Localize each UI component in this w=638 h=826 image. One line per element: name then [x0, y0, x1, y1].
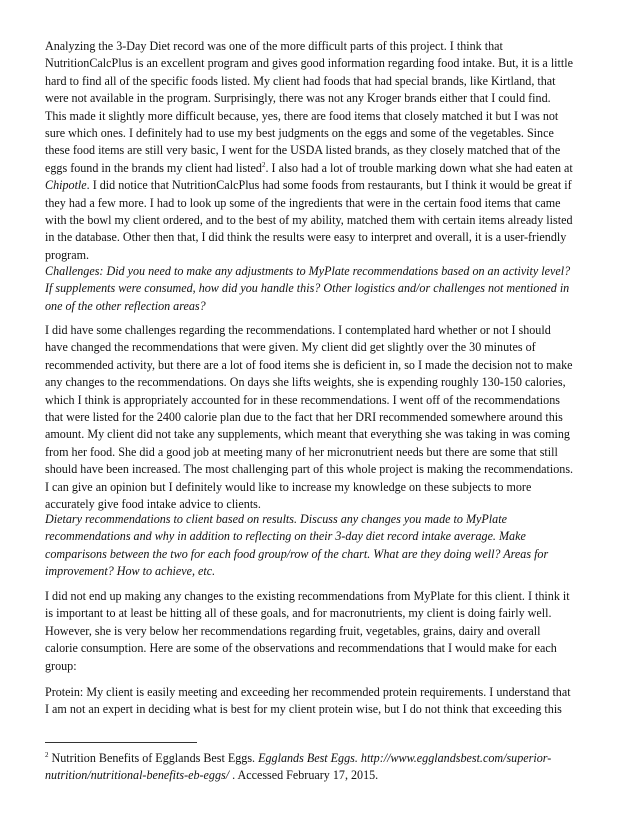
text-line: were not available in the program. Surprisingly, there was not any Kroger brands either that I could find.	[45, 91, 551, 106]
paragraph-analysis	[45, 38, 598, 264]
text-line: I am not an expert in deciding what is best for my client protein wise, but I do not think that exceeding this	[45, 702, 562, 717]
footnote-text: Nutrition Benefits of Egglands Best Eggs.	[48, 751, 259, 765]
text-line: should have been increased. The most challenging part of this whole project is making the recommendations.	[45, 462, 574, 477]
text-line: accurately give food intake advice to clients.	[45, 497, 261, 512]
text-line: This made it slightly more difficult because, yes, there are food items that closely matched it but I was not	[45, 108, 559, 123]
text-line: Protein: My client is easily meeting and exceeding her recommended protein requirements. I understand that	[45, 685, 571, 699]
text-line: program.	[45, 247, 89, 262]
text-line: group:	[45, 658, 77, 673]
footnote-source-link[interactable]: nutrition/nutritional-benefits-eb-eggs/	[45, 768, 230, 783]
footnote-number: 2	[45, 750, 49, 759]
text-line: calorie consumption. Here are some of the observations and recommendations that I would make for each	[45, 641, 557, 656]
text-line: However, she is very below her recommendations regarding fruit, vegetables, grains, dairy and overall	[45, 623, 541, 638]
text-line: Challenges: Did you need to make any adjustments to MyPlate recommendations based on an activity level?	[45, 264, 571, 278]
text-line: which I think is appropriately accounted for in these recommendations. I went off of the recommendations	[45, 392, 560, 407]
text-line: from her food. She did a good job at meeting many of her micronutrient needs but there are some that still	[45, 444, 558, 459]
text-line: Dietary recommendations to client based on results. Discuss any changes you made to MyPlate	[45, 512, 507, 526]
paragraph-recommendations-answer	[45, 588, 598, 675]
text-line: amount. My client did not take any supplements, which meant that everything she was taking in was coming	[45, 427, 570, 442]
text-line: any changes to the recommendations. On days she lifts weights, she is expending roughly 130-150 calories,	[45, 375, 566, 390]
text-line: I did not end up making any changes to the existing recommendations from MyPlate for this client. I think it	[45, 589, 570, 603]
text-line: have changed the recommendations that were given. My client did get slightly over the 30 minutes of	[45, 340, 536, 355]
footnote-source-link[interactable]: Egglands Best Eggs. http://www.egglandsbest.com/superior-	[258, 751, 552, 765]
text-line: one of the other reflection areas?	[45, 298, 206, 313]
question-challenges	[45, 263, 598, 315]
text-line: sure which ones. I definitely had to use my best judgments on the eggs and some of the vegetables. Since	[45, 126, 554, 141]
text-line: improvement? How to achieve, etc.	[45, 564, 216, 579]
text-line	[45, 177, 598, 194]
text-line: comparisons between the two for each food group/row of the chart. What are they doing well? Areas for	[45, 546, 549, 561]
text-line: recommendations and why in addition to reflecting on their 3-day diet record intake average. Make	[45, 529, 526, 544]
text-line: I did have some challenges regarding the recommendations. I contemplated hard whether or not I should	[45, 323, 551, 337]
text-line: that were listed for the 2400 calorie plan due to the fact that her DRI recommended somewhere around this	[45, 410, 563, 425]
text-line: I can give an opinion but I definitely would like to increase my knowledge on these subjects to more	[45, 479, 532, 494]
text-line: hard to find all of the specific foods listed. My client had foods that had special brands, like Kirtland, that	[45, 73, 556, 88]
text-line: NutritionCalcPlus is an excellent program and gives good information regarding food intake. But, it is a little	[45, 56, 573, 71]
text-segment: . I also had a lot of trouble marking down what she had eaten at	[265, 160, 573, 175]
paragraph-protein	[45, 684, 598, 719]
text-segment: eggs found in the brands my client had listed	[45, 160, 262, 175]
text-line: If supplements were consumed, how did you handle this? Other logistics and/or challenges not mentioned in	[45, 281, 570, 296]
paragraph-challenges-answer	[45, 322, 598, 513]
text-line	[45, 160, 598, 177]
text-line: recommended activity, but there are a lot of food items she is deficient in, so I made the decision not to make	[45, 357, 573, 372]
footnote-line	[45, 750, 598, 767]
text-line: they had a few more. I had to look up some of the ingredients that were in the certain food items that came	[45, 195, 561, 210]
text-segment: . I did notice that NutritionCalcPlus had some foods from restaurants, but I think it would be great if	[86, 178, 572, 193]
footnote-divider	[45, 742, 197, 743]
restaurant-name: Chipotle	[45, 178, 87, 193]
text-line: these food items are still very basic, I went for the USDA listed brands, as they closely matched that of the	[45, 143, 561, 158]
text-line: in the database. Other then that, I did think the results were easy to interpret and overall, it is a user-friendly	[45, 230, 567, 245]
footnote	[45, 750, 598, 784]
question-recommendations	[45, 511, 598, 581]
text-line: Analyzing the 3-Day Diet record was one of the more difficult parts of this project. I think that	[45, 39, 503, 53]
footnote-line	[45, 767, 598, 784]
footnote-accessed-date: . Accessed February 17, 2015.	[229, 768, 379, 783]
text-line: with the bowl my client ordered, and to the best of my ability, matched them with certain items already listed	[45, 213, 573, 228]
footnote-reference[interactable]: 2	[261, 160, 266, 169]
text-line: is important to at least be hitting all of these goals, and for macronutrients, my client is doing fairly well.	[45, 606, 552, 621]
